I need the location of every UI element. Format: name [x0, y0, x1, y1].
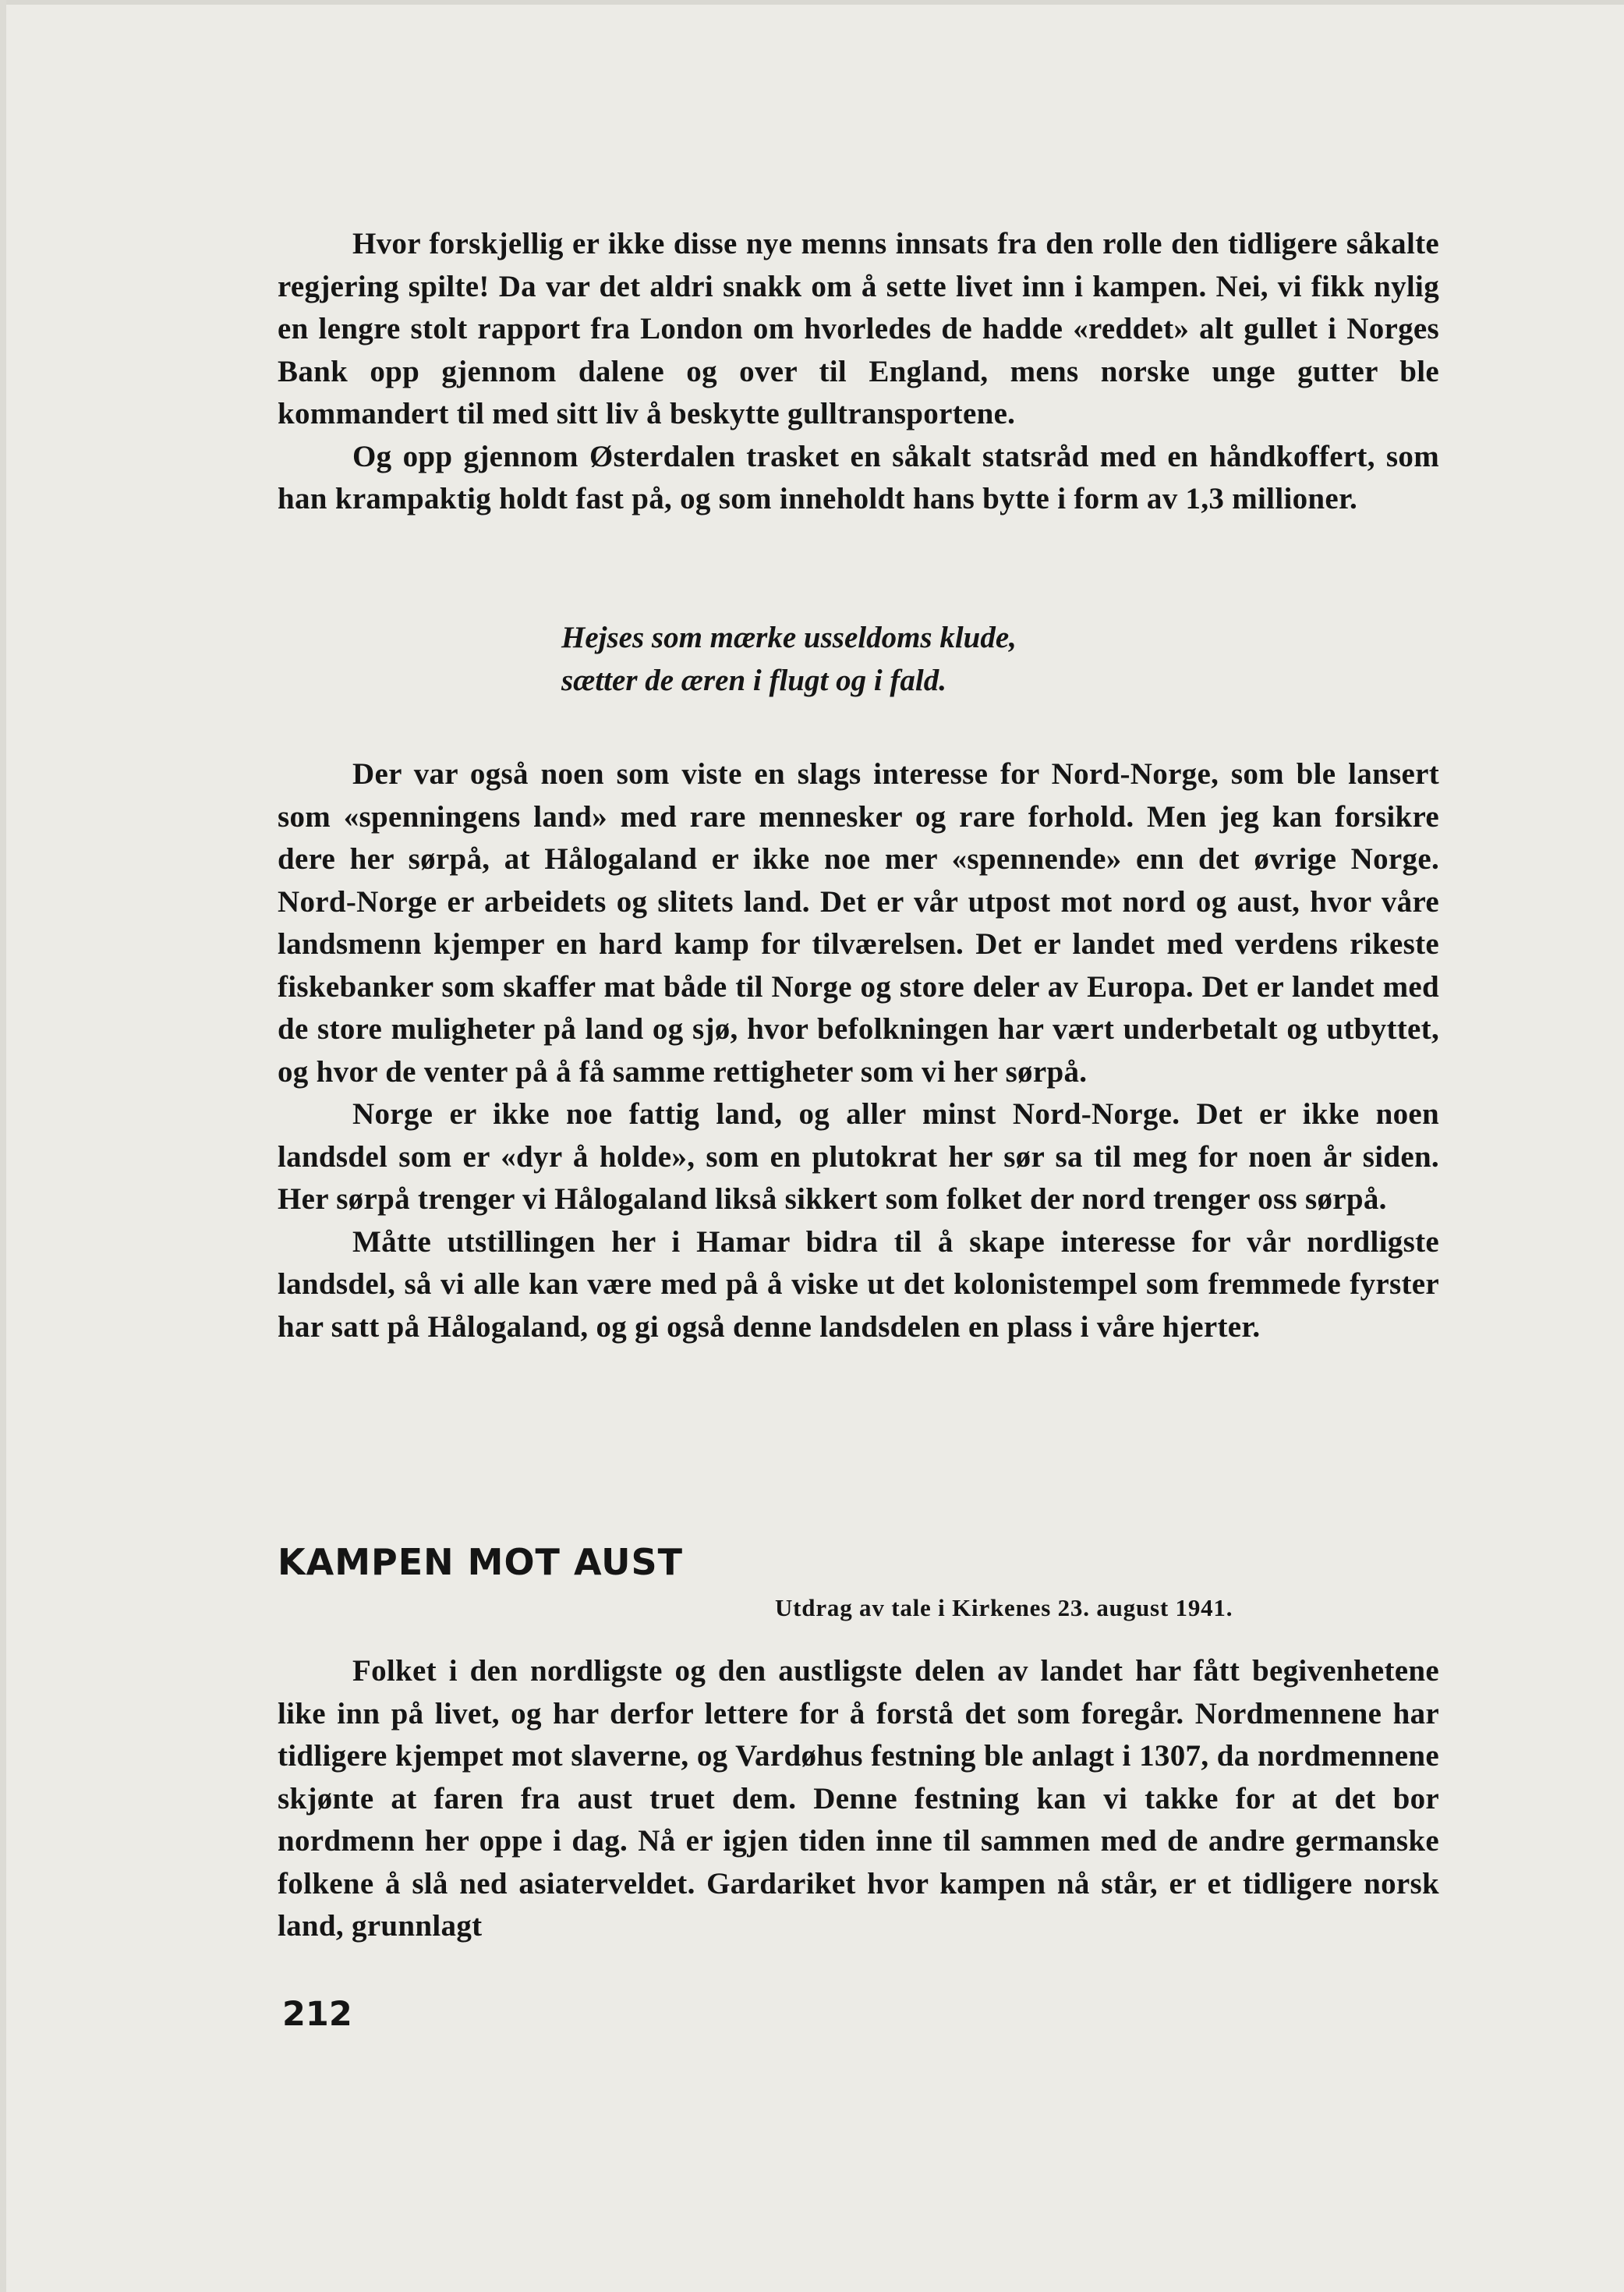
verse-line: Hejses som mærke usseldoms klude,	[561, 621, 1017, 654]
paragraph: Måtte utstillingen her i Hamar bidra til å skape interesse for vår nordligste landsdel, så vi alle kan være med på å viske ut det kolonistempel som fremmede fyrster har satt på Hålogaland, og gi også denne landsdelen en plass i våre hjerter.	[278, 1224, 1439, 1344]
paragraph: Hvor forskjellig er ikke disse nye menns innsats fra den rolle den tidligere såkalte regjering spilte! Da var det aldri snakk om å sette livet inn i kampen. Nei, vi fikk nylig en lengre stolt rapport fra London om hvorledes de hadde «reddet» alt gullet i Norges Bank opp gjennom dalene og over til England, mens norske unge gutter ble kommandert til med sitt liv å beskytte gulltransportene.	[278, 227, 1439, 430]
text-block	[278, 1650, 1439, 1948]
paragraph: Og opp gjennom Østerdalen trasket en såkalt statsråd med en håndkoffert, som han krampaktig holdt fast på, og som inneholdt hans bytte i form av 1,3 millioner.	[278, 439, 1439, 515]
section-subtitle: Utdrag av tale i Kirkenes 23. august 1941.	[775, 1594, 1233, 1621]
text-block	[278, 223, 1439, 521]
text-block	[278, 753, 1439, 1348]
page-number: 212	[282, 1995, 352, 2034]
page-edge	[0, 0, 1624, 5]
verse-line: sætter de æren i flugt og i fald.	[561, 664, 946, 697]
paragraph: Norge er ikke noe fattig land, og aller minst Nord-Norge. Det er ikke noen landsdel som er «dyr å holde», som en plutokrat her sør sa til meg for noen år siden. Her sørpå trenger vi Hålogaland likså sikkert som folket der nord trenger oss sørpå.	[278, 1097, 1439, 1216]
page-edge	[0, 0, 6, 2292]
section-title: KAMPEN MOT AUST	[278, 1541, 683, 1583]
verse-quote	[561, 616, 1017, 702]
paragraph: Der var også noen som viste en slags interesse for Nord-Norge, som ble lansert som «spenningens land» med rare mennesker og rare forhold. Men jeg kan forsikre dere her sørpå, at Hålogaland er ikke noe mer «spennende» enn det øvrige Norge. Nord-Norge er arbeidets og slitets land. Det er vår utpost mot nord og aust, hvor våre landsmenn kjemper en hard kamp for tilværelsen. Det er landet med verdens rikeste fiskebanker som skaffer mat både til Norge og store deler av Europa. Det er landet med de store muligheter på land og sjø, hvor befolkningen har vært underbetalt og utbyttet, og hvor de venter på å få samme rettigheter som vi her sørpå.	[278, 757, 1439, 1089]
paragraph: Folket i den nordligste og den austligste delen av landet har fått begivenhetene like inn på livet, og har derfor lettere for å forstå det som foregår. Nordmennene har tidligere kjempet mot slaverne, og Vardøhus festning ble anlagt i 1307, da nordmennene skjønte at faren fra aust truet dem. Denne festning kan vi takke for at det bor nordmenn her oppe i dag. Nå er igjen tiden inne til sammen med de andre germanske folkene å slå ned asiaterveldet. Gardariket hvor kampen nå står, er et tidligere norsk land, grunnlagt	[278, 1654, 1439, 1943]
